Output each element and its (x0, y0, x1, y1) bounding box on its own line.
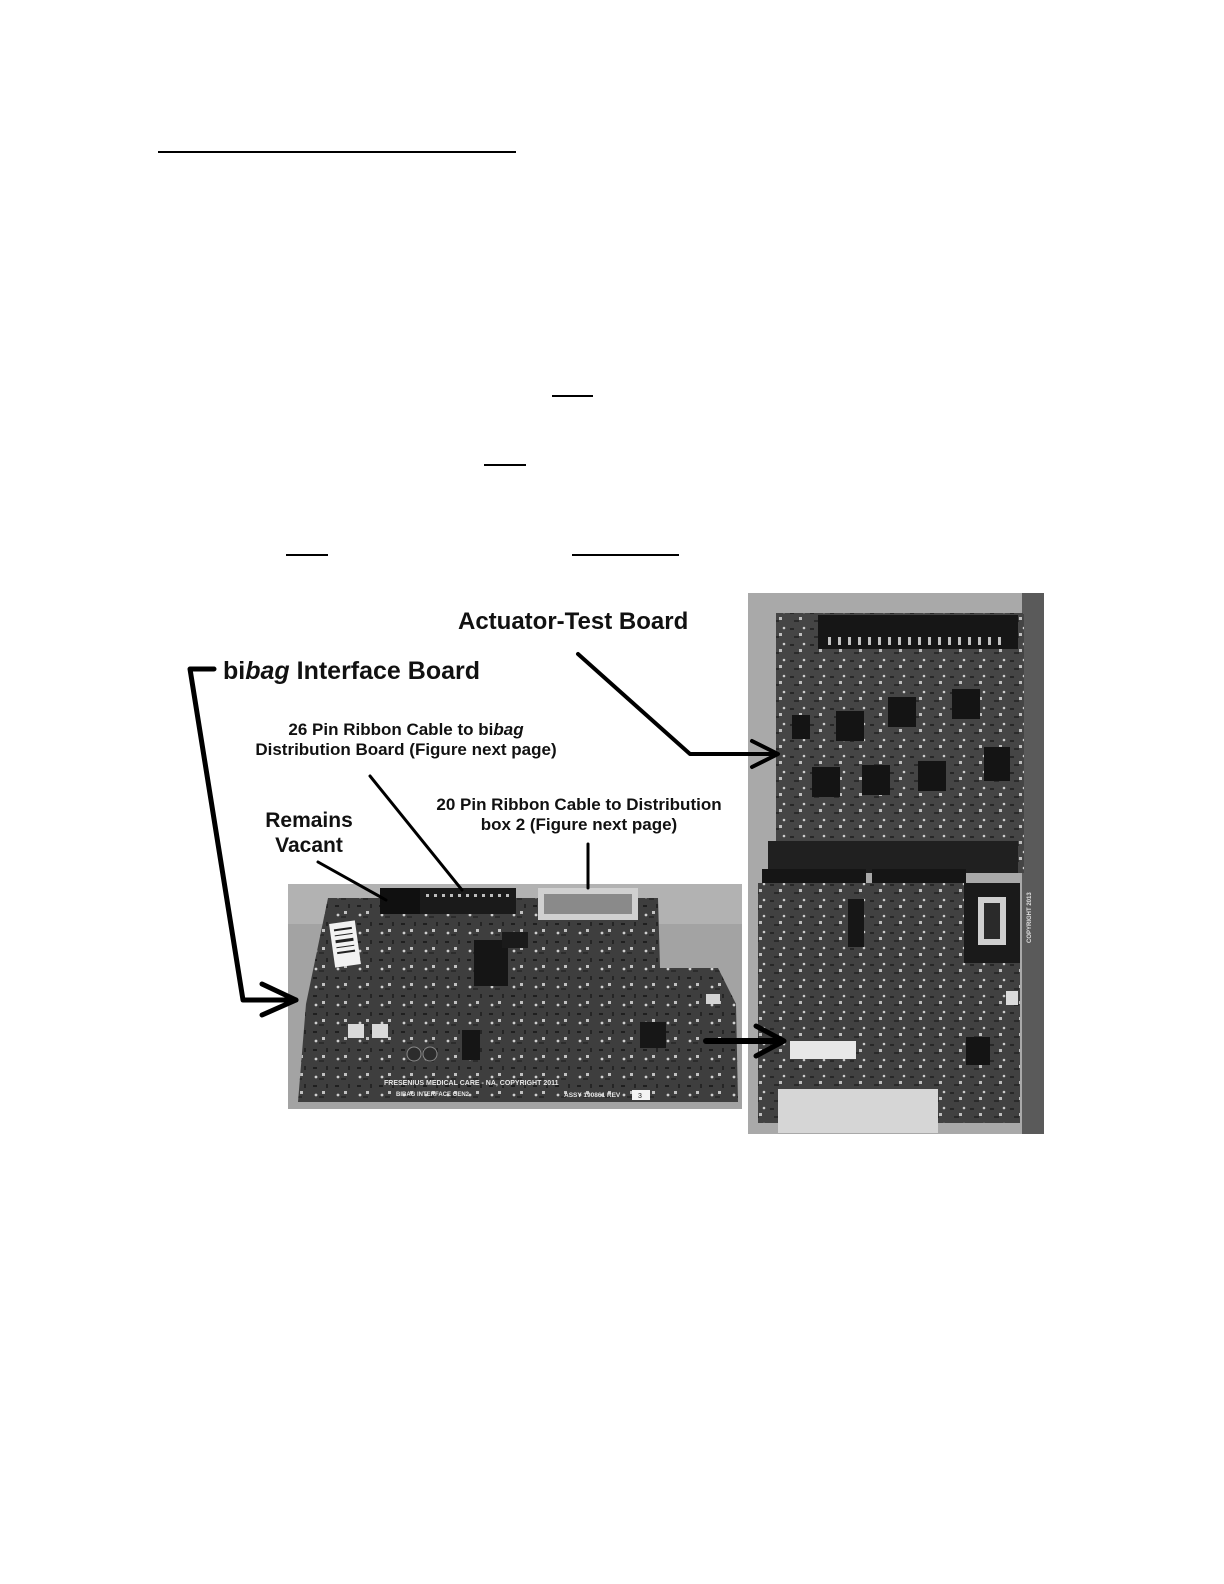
ribbon20-line1: 20 Pin Ribbon Cable to Distribution (436, 795, 722, 814)
underline-mark (484, 464, 526, 466)
right-board-copyright: COPYRIGHT 2013 (1027, 892, 1033, 943)
ribbon26-line1-prefix: 26 Pin Ribbon Cable to bi (288, 720, 494, 739)
interface-board-label (223, 656, 480, 686)
ribbon26-label (226, 720, 586, 761)
ribbon20-label (416, 795, 742, 836)
vacant-line1: Remains (265, 809, 353, 832)
interface-board-label-prefix: bi (223, 657, 246, 685)
underline-mark (286, 554, 328, 556)
underline-mark (552, 395, 593, 397)
silkscreen-line2: BIBAG INTERFACE GEN2 (396, 1092, 470, 1098)
interface-board-label-italic: bag (245, 657, 290, 685)
actuator-board-photo (748, 593, 1044, 1134)
silkscreen-line1: FRESENIUS MEDICAL CARE - NA, COPYRIGHT 2011 (384, 1080, 559, 1087)
vacant-label (250, 808, 368, 858)
ribbon26-line2: Distribution Board (Figure next page) (255, 740, 557, 760)
ribbon20-line2: box 2 (Figure next page) (480, 815, 678, 835)
actuator-board-arrow (578, 654, 776, 754)
actuator-board-label: Actuator-Test Board (458, 608, 689, 635)
interface-board-label-suffix: Interface Board (289, 657, 481, 685)
interface-board-photo (288, 884, 742, 1109)
ribbon26-line1 (226, 720, 586, 740)
heading-underline (158, 151, 516, 153)
vacant-line2: Vacant (275, 834, 343, 858)
silkscreen-assy: ASSY 190861 REV (564, 1092, 621, 1099)
silkscreen-rev: 3 (638, 1093, 642, 1100)
underline-mark (572, 554, 679, 556)
ribbon26-line1-italic: bag (493, 720, 524, 739)
